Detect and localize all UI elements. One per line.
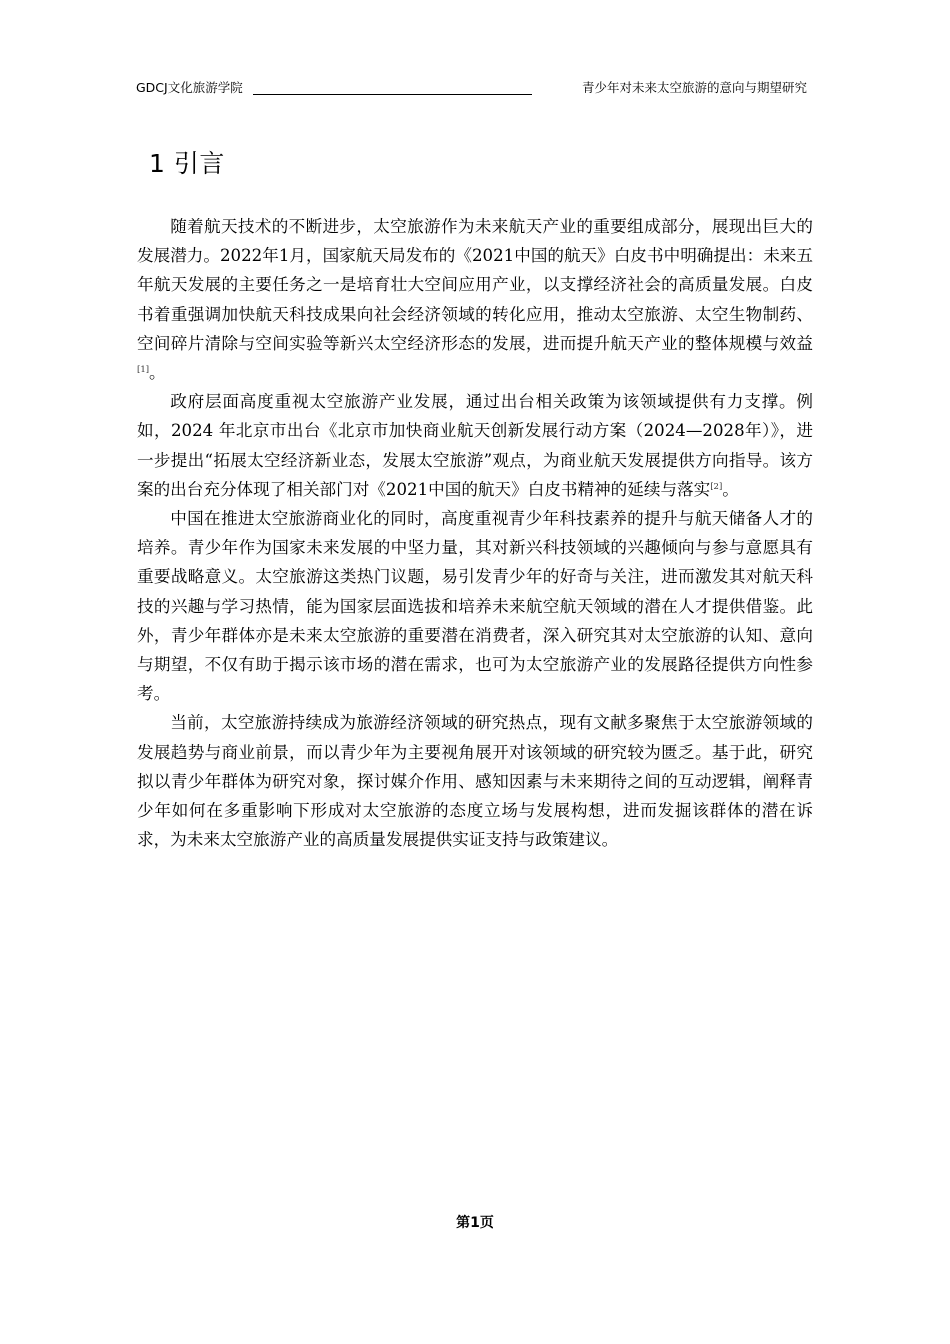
paragraph-end: 。 <box>722 479 739 499</box>
paragraph-1 <box>137 212 813 387</box>
citation-marker[interactable]: [2] <box>710 481 723 492</box>
paragraph-text: 中国在推进太空旅游商业化的同时，高度重视青少年科技素养的提升与航天储备人才的培养。青少年作为国家未来发展的中坚力量，其对新兴科技领域的兴趣倾向与参与意愿具有重要战略意义。太空旅游这类热门议题，易引发青少年的好奇与关注，进而激发其对航天科技的兴趣与学习热情，能为国家层面选拔和培养未来航空航天领域的潜在人才提供借鉴。此外，青少年群体亦是未来太空旅游的重要潜在消费者，深入研究其对太空旅游的认知、意向与期望，不仅有助于揭示该市场的潜在需求，也可为太空旅游产业的发展路径提供方向性参考。 <box>137 509 813 704</box>
paragraph-end: 。 <box>149 363 166 383</box>
paragraph-3 <box>137 504 813 708</box>
header-document-title: 青少年对未来太空旅游的意向与期望研究 <box>581 80 807 95</box>
citation-marker[interactable]: [1] <box>137 365 150 376</box>
header-institution: GDCJ文化旅游学院 <box>136 80 243 95</box>
body-text <box>137 212 813 854</box>
paragraph-4 <box>137 708 813 854</box>
paragraph-text: 随着航天技术的不断进步，太空旅游作为未来航天产业的重要组成部分，展现出巨大的发展潜力。2022年1月，国家航天局发布的《2021中国的航天》白皮书中明确提出：未来五年航天发展的主要任务之一是培育壮大空间应用产业，以支撑经济社会的高质量发展。白皮书着重强调加快航天科技成果向社会经济领域的转化应用，推动太空旅游、太空生物制药、空间碎片清除与空间实验等新兴太空经济形态的发展，进而提升航天产业的整体规模与效益 <box>137 217 813 353</box>
page-header <box>136 78 807 98</box>
paragraph-text: 政府层面高度重视太空旅游产业发展，通过出台相关政策为该领域提供有力支撑。例如，2024 年北京市出台《北京市加快商业航天创新发展行动方案（2024—2028年）》，进一步提出“拓展太空经济新业态，发展太空旅游”观点，为商业航天发展提供方向指导。该方案的出台充分体现了相关部门对《2021中国的航天》白皮书精神的延续与落实 <box>137 392 813 499</box>
paragraph-text: 当前，太空旅游持续成为旅游经济领域的研究热点，现有文献多聚焦于太空旅游领域的发展趋势与商业前景，而以青少年为主要视角展开对该领域的研究较为匮乏。基于此，研究拟以青少年群体为研究对象，探讨媒介作用、感知因素与未来期待之间的互动逻辑，阐释青少年如何在多重影响下形成对太空旅游的态度立场与发展构想，进而发掘该群体的潜在诉求，为未来太空旅游产业的高质量发展提供实证支持与政策建议。 <box>137 713 813 850</box>
header-underline <box>253 94 532 95</box>
paragraph-2 <box>137 387 813 504</box>
page-number: 第1页 <box>456 1215 494 1231</box>
section-title: 1 引言 <box>149 149 225 178</box>
